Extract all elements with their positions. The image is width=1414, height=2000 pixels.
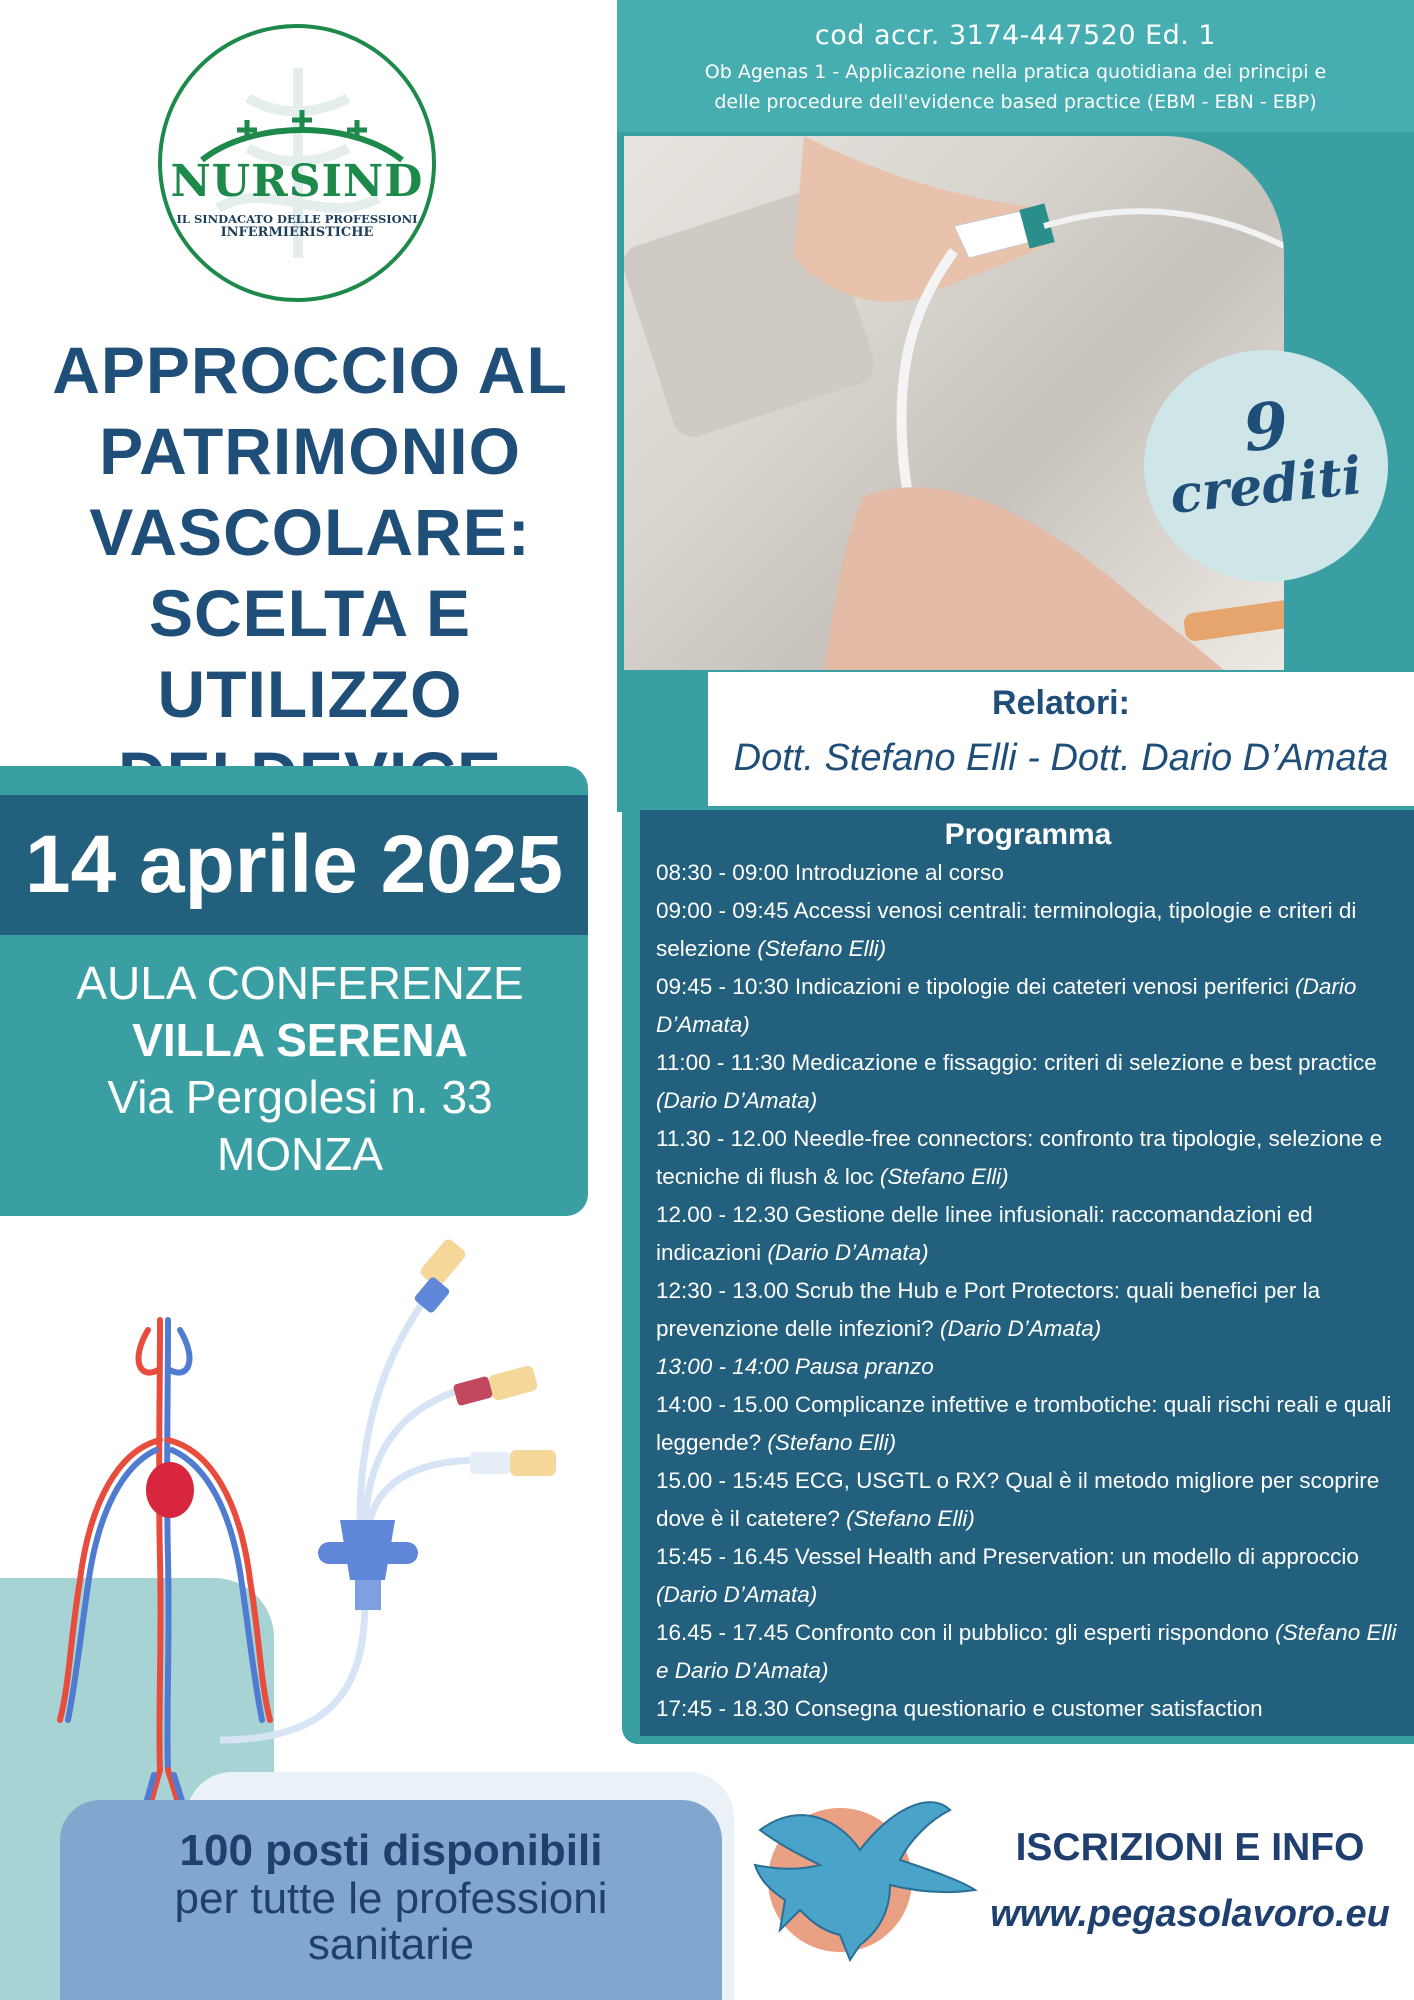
pegaso-logo-icon <box>740 1770 980 1970</box>
agenas-objective-line2: delle procedure dell'evidence based practice (EBM - EBN - EBP) <box>714 91 1317 113</box>
program-item: 15.00 - 15:45 ECG, USGTL o RX? Qual è il metodo migliore per scoprire dove è il catetere? (Stefano Elli) <box>656 1468 1380 1531</box>
program-item: 09:45 - 10:30 Indicazioni e tipologie dei cateteri venosi periferici (Dario D’Amata) <box>656 974 1357 1037</box>
page-title <box>0 330 620 816</box>
venue-name: VILLA SERENA <box>132 1014 468 1066</box>
seats-panel <box>60 1800 722 2000</box>
program-heading: Programma <box>944 818 1112 851</box>
speakers-label: Relatori: <box>992 684 1130 722</box>
program-item: 15:45 - 16.45 Vessel Health and Preservation: un modello di approccio (Dario D’Amata) <box>656 1544 1359 1607</box>
venue-address <box>0 955 600 1183</box>
logo-name: NURSIND <box>170 156 424 207</box>
logo-subtitle-line1: IL SINDACATO DELLE PROFESSIONI <box>176 212 418 226</box>
program-item: 12.00 - 12.30 Gestione delle linee infusionali: raccomandazioni ed indicazioni (Dario D’Amata) <box>656 1202 1313 1265</box>
logo-subtitle-line2: INFERMIERISTICHE <box>220 225 374 240</box>
agenas-objective <box>617 57 1414 117</box>
event-date: 14 aprile 2025 <box>25 819 563 910</box>
credits-label: crediti <box>1167 445 1365 526</box>
title-line1: APPROCCIO AL <box>52 333 568 407</box>
program-item: 12:30 - 13.00 Scrub the Hub e Port Protectors: quali benefici per la prevenzione delle infezioni? (Dario D’Amata) <box>656 1278 1321 1341</box>
website-link[interactable]: www.pegasolavoro.eu <box>990 1893 1390 1935</box>
seats-count: 100 posti disponibili <box>179 1826 603 1875</box>
nursind-logo <box>158 24 436 302</box>
venue-hall: AULA CONFERENZE <box>76 957 524 1009</box>
catheter-device-icon <box>200 1220 580 1780</box>
speakers-box <box>708 672 1414 808</box>
program-item-lunch: 13:00 - 14:00 Pausa pranzo <box>656 1354 934 1379</box>
speakers-names: Dott. Stefano Elli - Dott. Dario D’Amata <box>733 737 1389 779</box>
program-item: 11:00 - 11:30 Medicazione e fissaggio: criteri di selezione e best practice (Dario D’Amata) <box>656 1050 1377 1113</box>
credits-badge <box>1144 350 1388 582</box>
logo-subtitle <box>162 212 432 240</box>
seats-audience-line1: per tutte le professioni <box>174 1874 608 1923</box>
title-line4: SCELTA E UTILIZZO <box>148 576 472 731</box>
program-item: 14:00 - 15.00 Complicanze infettive e trombotiche: quali rischi reali e quali leggende? (Stefano Elli) <box>656 1392 1392 1455</box>
program-item: 17:45 - 18.30 Consegna questionario e customer satisfaction <box>656 1696 1263 1721</box>
venue-city: MONZA <box>216 1128 384 1180</box>
title-line3: VASCOLARE: <box>89 495 531 569</box>
seats-audience-line2: sanitarie <box>307 1920 475 1969</box>
title-line2: PATRIMONIO <box>99 414 521 488</box>
credits-number: 9 <box>1239 387 1293 468</box>
program-item: 08:30 - 09:00 Introduzione al corso <box>656 860 1004 885</box>
program-item: 16.45 - 17.45 Confronto con il pubblico: gli esperti rispondono (Stefano Elli e Dario D’Amata) <box>656 1620 1397 1683</box>
program-item: 11.30 - 12.00 Needle-free connectors: confronto tra tipologie, selezione e tecniche di flush & loc (Stefano Elli) <box>656 1126 1383 1189</box>
accreditation-band <box>617 0 1414 132</box>
program-item: 09:00 - 09:45 Accessi venosi centrali: terminologia, tipologie e criteri di selezione (Stefano Elli) <box>656 898 1357 961</box>
agenas-objective-line1: Ob Agenas 1 - Applicazione nella pratica quotidiana dei principi e <box>704 61 1327 83</box>
accreditation-code: cod accr. 3174-447520 Ed. 1 <box>814 20 1217 51</box>
registration-info <box>980 1824 1400 1938</box>
venue-street: Via Pergolesi n. 33 <box>107 1071 493 1123</box>
registration-label: ISCRIZIONI E INFO <box>1015 1826 1365 1869</box>
program-panel <box>640 810 1414 1736</box>
